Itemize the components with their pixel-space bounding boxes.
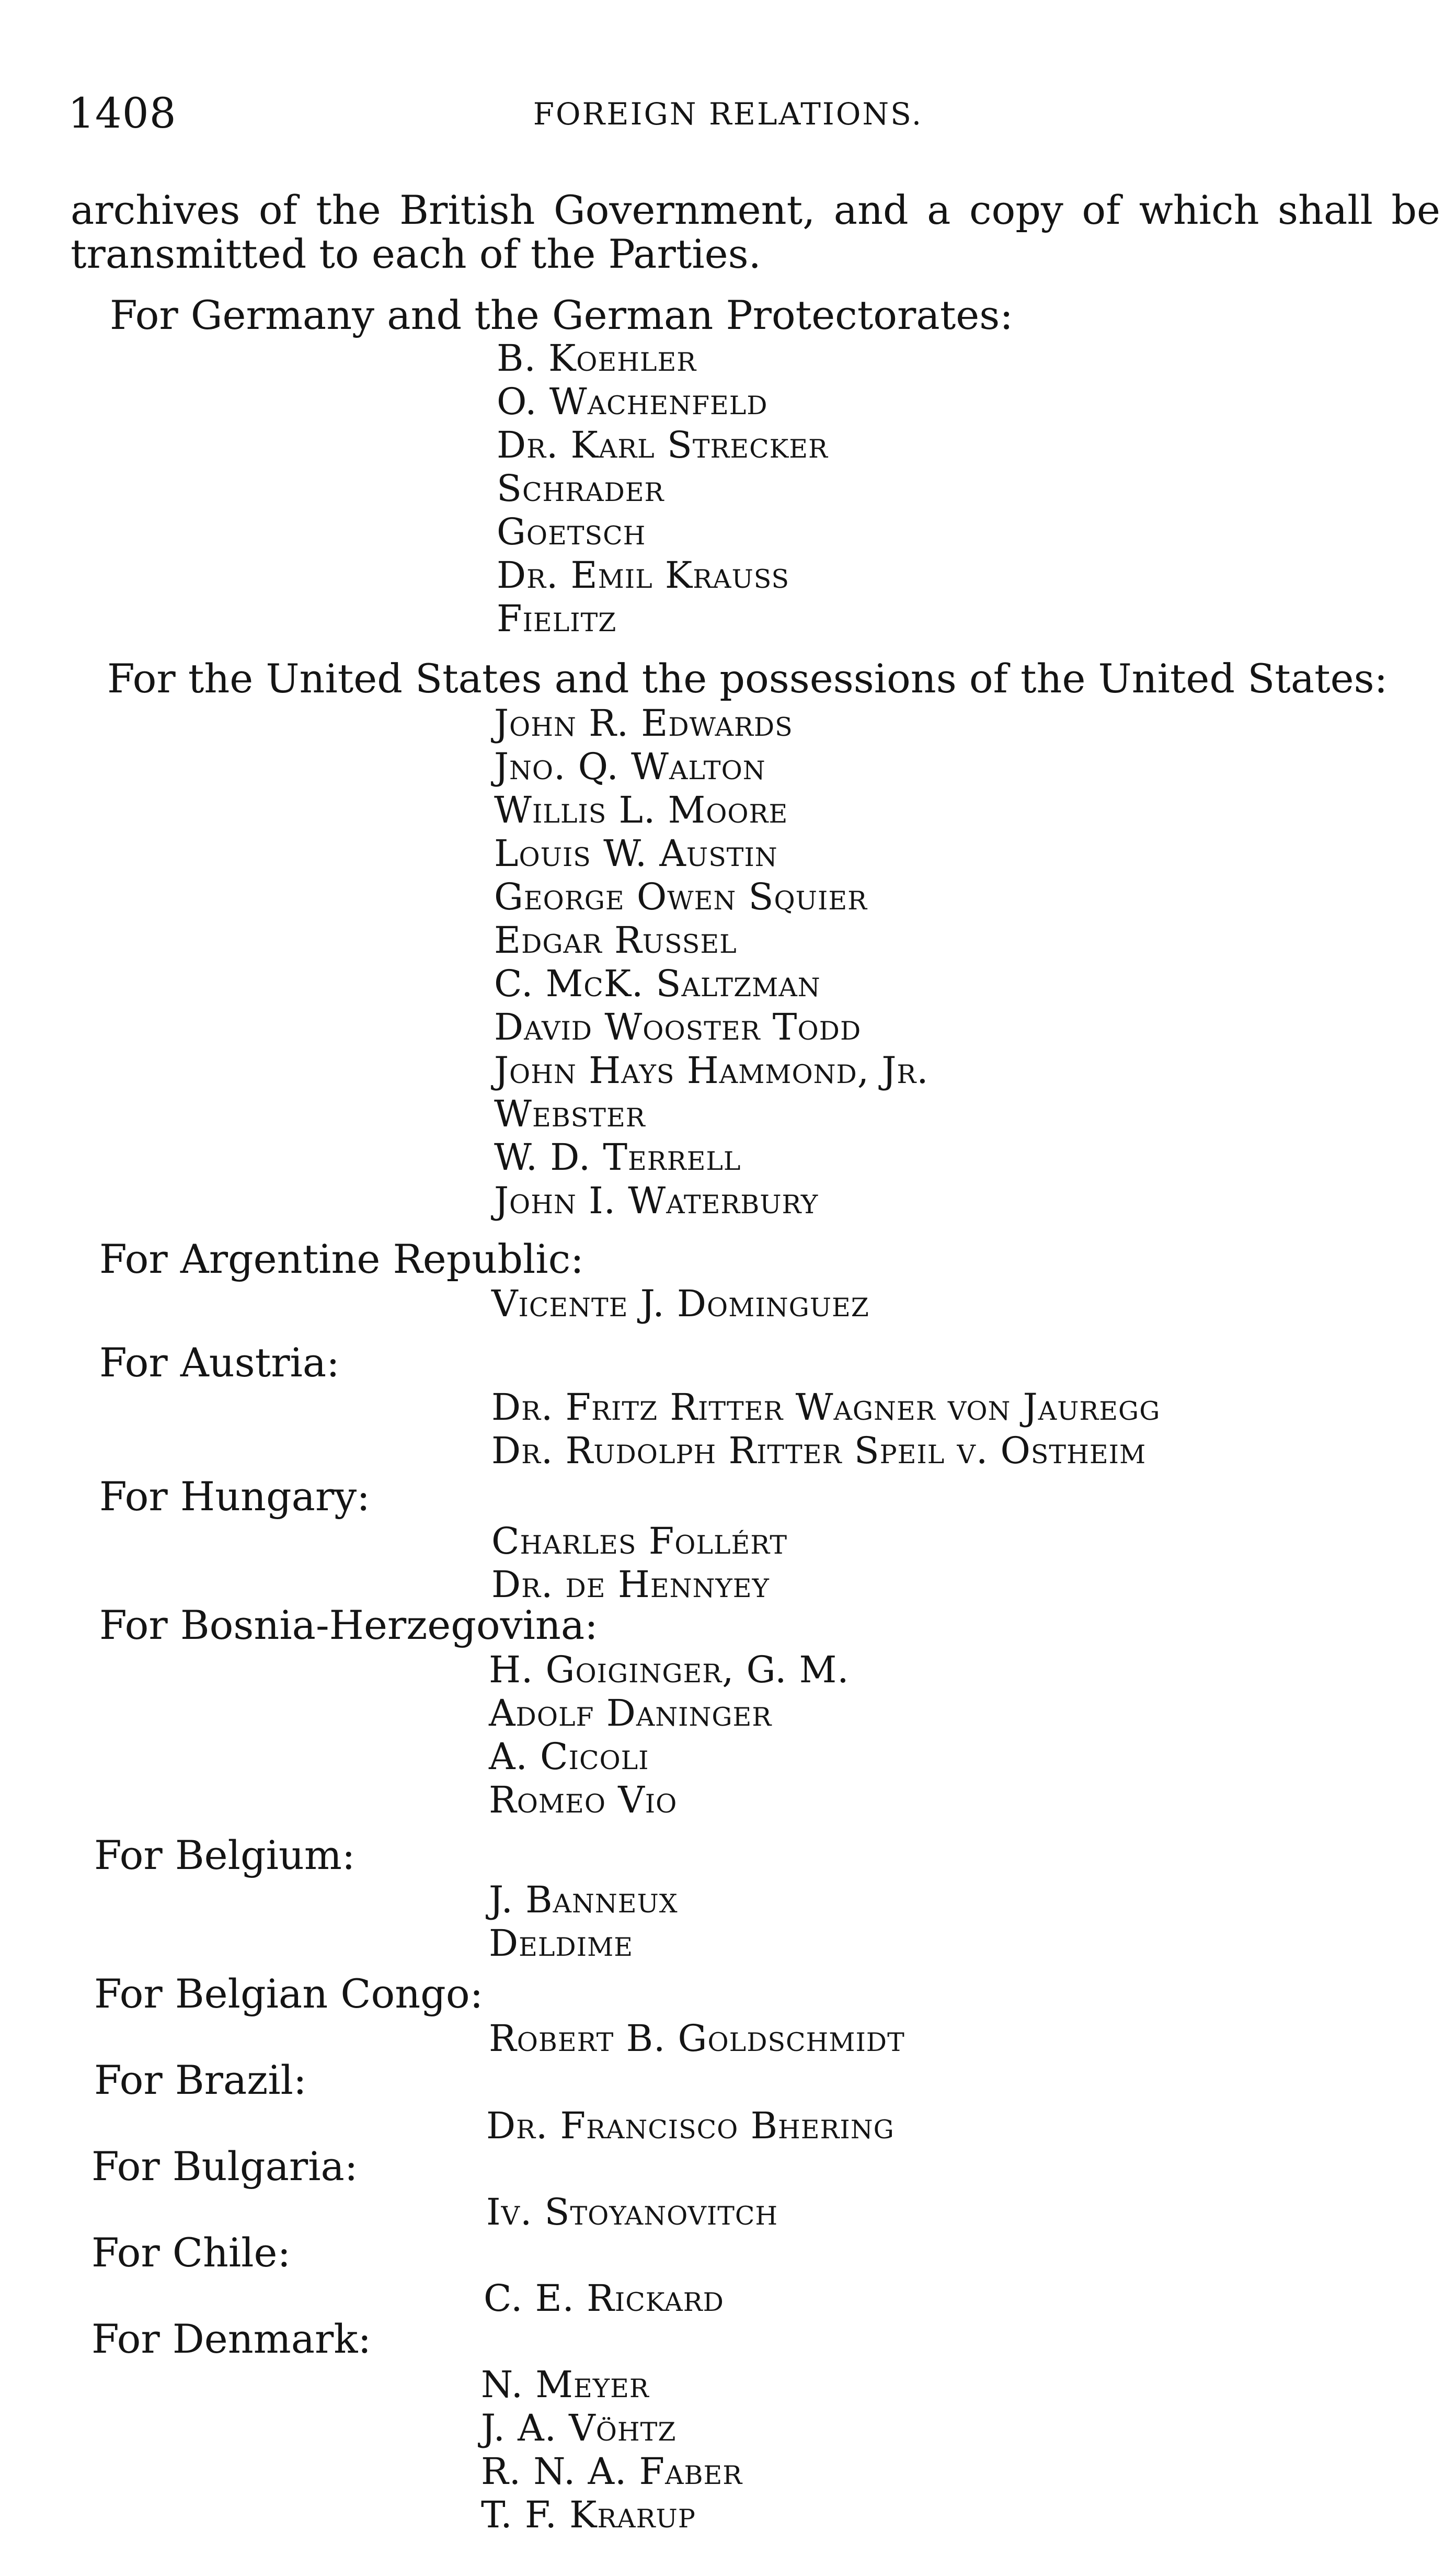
signer-name: Vicente J. Dominguez — [491, 1282, 869, 1325]
section-label-brazil: For Brazil: — [94, 2057, 307, 2103]
signer-name: John R. Edwards — [494, 702, 793, 745]
signer-name: Edgar Russel — [494, 919, 737, 962]
signer-name: John Hays Hammond, Jr. — [494, 1049, 929, 1092]
signer-name: Robert B. Goldschmidt — [489, 2017, 905, 2060]
lead-paragraph — [71, 188, 1440, 276]
section-label-austria: For Austria: — [99, 1339, 340, 1386]
signer-name: J. Banneux — [489, 1878, 678, 1921]
signer-name: A. Cicoli — [489, 1735, 649, 1778]
signer-name: Romeo Vio — [489, 1779, 678, 1821]
signer-name: Dr. Emil Krauss — [497, 554, 790, 597]
signer-name: David Wooster Todd — [494, 1006, 862, 1048]
signer-name: J. A. Vöhtz — [481, 2407, 677, 2449]
section-label-bosnia-herzegovina: For Bosnia-Herzegovina: — [99, 1602, 598, 1648]
signer-name: Webster — [494, 1092, 646, 1135]
lead-line: transmitted to each of the Parties. — [71, 231, 761, 277]
running-title: FOREIGN RELATIONS. — [533, 96, 923, 132]
signer-name: Dr. Francisco Bhering — [486, 2104, 895, 2147]
signer-name: R. N. A. Faber — [481, 2450, 743, 2493]
signer-name: Charles Follért — [491, 1520, 788, 1563]
signer-name: John I. Waterbury — [494, 1179, 819, 1222]
signer-name: Dr. Fritz Ritter Wagner von Jauregg — [491, 1386, 1161, 1429]
page-number: 1408 — [68, 89, 177, 138]
signer-name: C. E. Rickard — [484, 2277, 724, 2320]
signer-name: H. Goiginger, G. M. — [489, 1648, 850, 1691]
signer-name: Iv. Stoyanovitch — [486, 2191, 778, 2233]
signer-name: Dr. Rudolph Ritter Speil v. Ostheim — [491, 1429, 1147, 1472]
section-label-germany: For Germany and the German Protectorates: — [110, 292, 1013, 338]
signer-name: B. Koehler — [497, 337, 697, 380]
section-label-bulgaria: For Bulgaria: — [91, 2143, 358, 2190]
signer-name: Fielitz — [497, 597, 617, 640]
signer-name: T. F. Krarup — [481, 2493, 696, 2536]
signer-name: Jno. Q. Walton — [494, 745, 766, 788]
section-label-argentine-republic: For Argentine Republic: — [99, 1236, 584, 1282]
lead-line: archives of the British Government, and a copy of which shall be — [71, 187, 1440, 233]
section-label-belgian-congo: For Belgian Congo: — [94, 1970, 484, 2017]
signer-name: Adolf Daninger — [489, 1692, 772, 1735]
running-head — [0, 89, 1456, 152]
section-label-belgium: For Belgium: — [94, 1832, 356, 1878]
signer-name: C. McK. Saltzman — [494, 962, 821, 1005]
signer-name: Louis W. Austin — [494, 832, 778, 875]
signer-name: George Owen Squier — [494, 875, 868, 918]
signer-name: Dr. Karl Strecker — [497, 424, 828, 466]
signer-name: Deldime — [489, 1922, 634, 1965]
section-label-united-states: For the United States and the possessions of the United States: — [107, 655, 1388, 702]
signer-name: Schrader — [497, 467, 664, 510]
signer-name: Goetsch — [497, 510, 646, 553]
signer-name: Dr. de Hennyey — [491, 1563, 770, 1606]
signer-name: Willis L. Moore — [494, 789, 788, 831]
signer-name: N. Meyer — [481, 2363, 649, 2406]
section-label-hungary: For Hungary: — [99, 1473, 370, 1520]
signer-name: W. D. Terrell — [494, 1136, 741, 1179]
signer-name: O. Wachenfeld — [497, 380, 768, 423]
section-label-denmark: For Denmark: — [91, 2316, 372, 2362]
section-label-chile: For Chile: — [91, 2229, 291, 2276]
